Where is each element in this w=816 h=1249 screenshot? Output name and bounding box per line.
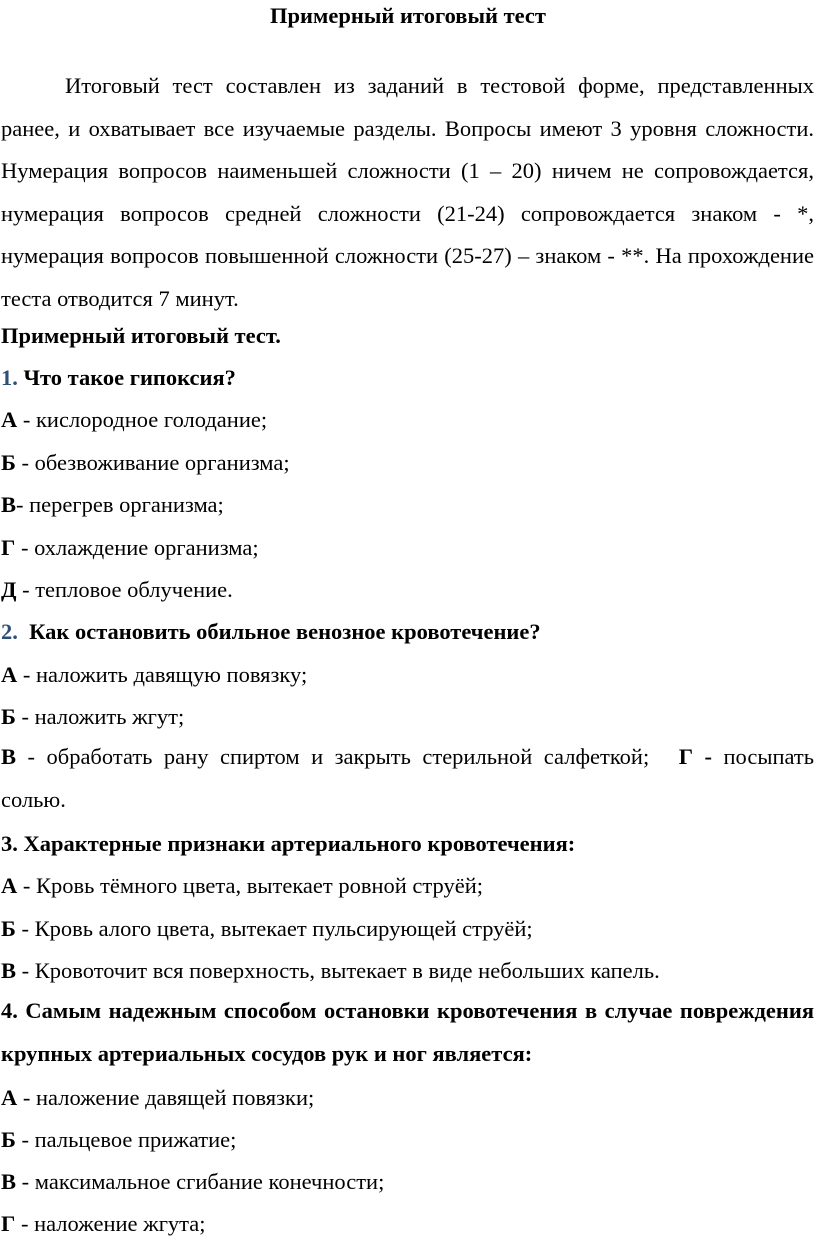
option-letter: Г	[1, 1211, 16, 1236]
option-letter: В	[1, 744, 17, 769]
option-letter: Д	[1, 577, 17, 602]
option-text: - обработать рану спиртом и закрыть стерильной салфеткой;	[16, 744, 650, 769]
option-letter: Б	[1, 916, 16, 941]
answer-option	[1, 575, 814, 605]
question-3	[1, 829, 814, 859]
answer-option	[1, 1125, 814, 1155]
option-text: - наложение жгута;	[15, 1211, 206, 1236]
answer-option	[1, 914, 814, 944]
option-letter: Г	[1, 535, 16, 560]
option-letter: А	[1, 407, 18, 432]
section-subtitle: Примерный итоговый тест.	[1, 323, 281, 348]
question-number: 4.	[1, 998, 18, 1023]
intro-paragraph: Итоговый тест составлен из заданий в тестовой форме, представленных ранее, и охватывает все изучаемые разделы. Вопросы имеют 3 уровня сложности. Нумерация вопросов наименьшей сложности (1 – 20) ничем не сопровождается, нумерация вопросов средней сложности (21-24) сопровождается знаком - *, нумерация вопросов повышенной сложности (25-27) – знаком - **. На прохождение теста отводится 7 минут.	[1, 73, 814, 311]
option-letter: В	[1, 1169, 17, 1194]
answer-option	[1, 533, 814, 563]
question-2	[1, 617, 814, 647]
option-letter: Б	[1, 1127, 16, 1152]
question-text: Характерные признаки артериального кровотечения:	[23, 831, 576, 856]
page-title: Примерный итоговый тест	[270, 3, 546, 28]
question-1	[1, 363, 814, 393]
answer-option	[1, 1167, 814, 1197]
option-letter: Б	[1, 704, 16, 729]
option-letter: А	[1, 1085, 18, 1110]
option-text: - Кровь тёмного цвета, вытекает ровной струёй;	[17, 873, 484, 898]
option-letter: Г -	[678, 744, 713, 769]
option-text: - обезвоживание организма;	[15, 450, 290, 475]
option-letter: В	[1, 958, 17, 983]
option-text: - наложить давящую повязку;	[17, 662, 308, 687]
option-text: - перегрев организма;	[16, 492, 224, 517]
option-letter: Б	[1, 450, 16, 475]
option-text: - охлаждение организма;	[15, 535, 259, 560]
option-text: - Кровоточит вся поверхность, вытекает в виде небольших капель.	[16, 958, 660, 983]
question-text: Как остановить обильное венозное кровотечение?	[29, 619, 541, 644]
option-letter: А	[1, 662, 18, 687]
answer-option	[1, 1209, 814, 1239]
question-number: 1.	[1, 365, 18, 390]
question-number: 2.	[1, 619, 18, 644]
option-letter: В	[1, 492, 17, 517]
question-text: Что такое гипоксия?	[23, 365, 236, 390]
option-text: - кислородное голодание;	[17, 407, 268, 432]
option-text: - наложение давящей повязки;	[17, 1085, 315, 1110]
option-text: - максимальное сгибание конечности;	[16, 1169, 385, 1194]
answer-option	[1, 490, 814, 520]
answer-option-wrapped	[1, 736, 814, 821]
option-text: - пальцевое прижатие;	[15, 1127, 237, 1152]
answer-option	[1, 956, 814, 986]
answer-option	[1, 405, 814, 435]
question-number: 3.	[1, 831, 18, 856]
option-text: - тепловое облучение.	[16, 577, 233, 602]
option-text: - Кровь алого цвета, вытекает пульсирующей струёй;	[15, 916, 533, 941]
option-text: - наложить жгут;	[15, 704, 185, 729]
question-4	[1, 990, 814, 1075]
answer-option	[1, 702, 814, 732]
option-letter: А	[1, 873, 18, 898]
option-text: посыпать солью.	[1, 744, 815, 812]
answer-option	[1, 1083, 814, 1113]
answer-option	[1, 660, 814, 690]
answer-option	[1, 448, 814, 478]
question-text: Самым надежным способом остановки кровотечения в случае повреждения крупных артериальных сосудов рук и ног является:	[1, 998, 815, 1066]
answer-option	[1, 871, 814, 901]
